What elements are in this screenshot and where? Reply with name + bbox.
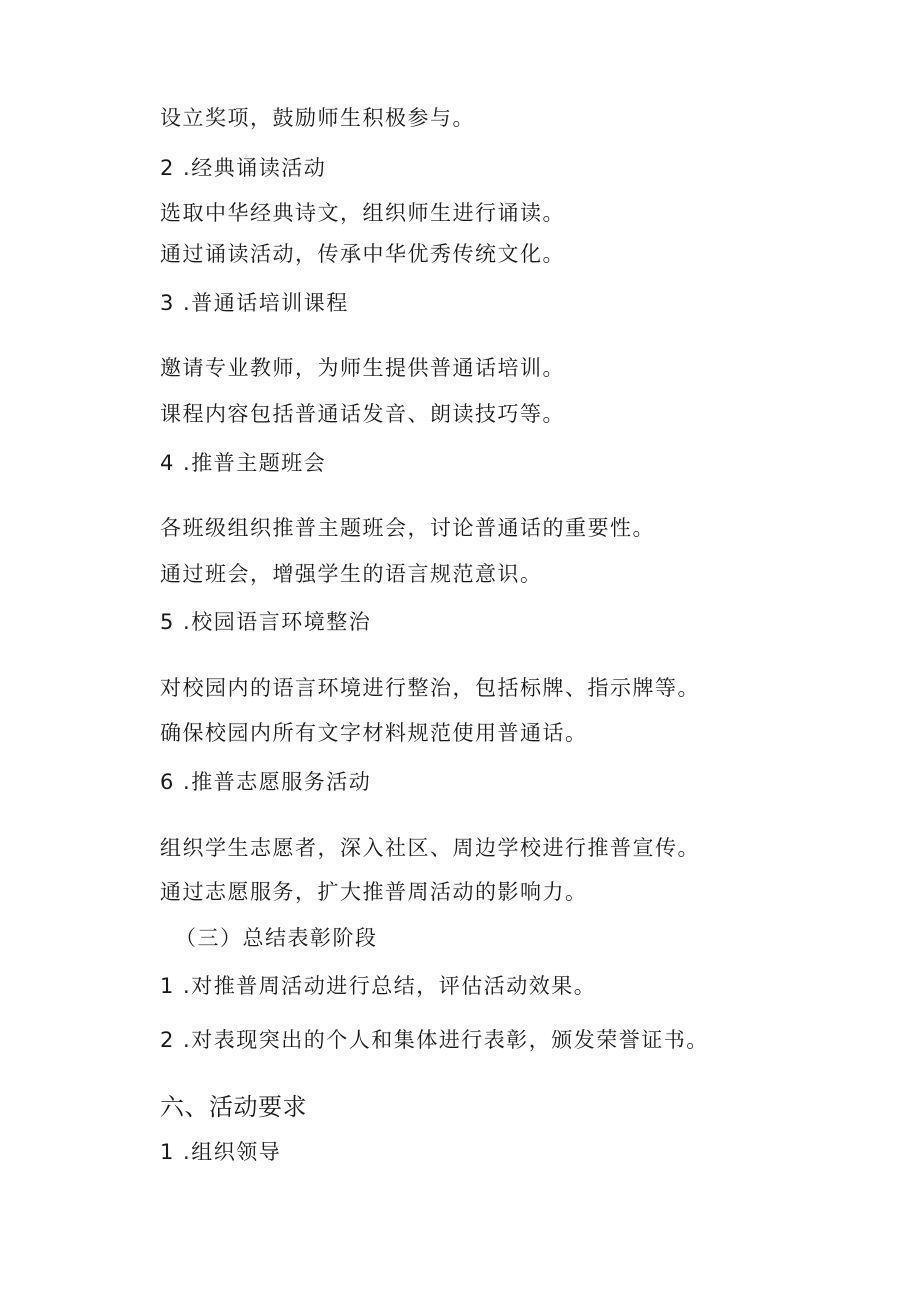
item-heading-volunteer-service: 6 .推普志愿服务活动 — [160, 770, 372, 794]
list-item-summary-2: 2 .对表现突出的个人和集体进行表彰，颁发荣誉证书。 — [160, 1028, 709, 1052]
chapter-heading-activity-requirements: 六、活动要求 — [160, 1093, 307, 1121]
item-heading-mandarin-training: 3 .普通话培训课程 — [160, 291, 349, 315]
item-heading-language-environment: 5 .校园语言环境整治 — [160, 610, 372, 634]
paragraph-classic-reading-2: 通过诵读活动，传承中华优秀传统文化。 — [160, 242, 565, 266]
list-item-summary-1: 1 .对推普周活动进行总结，评估活动效果。 — [160, 974, 597, 998]
paragraph-volunteer-service-2: 通过志愿服务，扩大推普周活动的影响力。 — [160, 880, 588, 904]
item-heading-classic-reading: 2 .经典诵读活动 — [160, 156, 327, 180]
paragraph-classic-reading-1: 选取中华经典诗文，组织师生进行诵读。 — [160, 201, 565, 225]
paragraph-language-environment-1: 对校园内的语言环境进行整治，包括标牌、指示牌等。 — [160, 676, 700, 700]
section-heading-summary-stage: （三）总结表彰阶段 — [175, 926, 378, 950]
paragraph-class-meeting-1: 各班级组织推普主题班会，讨论普通话的重要性。 — [160, 516, 655, 540]
paragraph-mandarin-training-1: 邀请专业教师，为师生提供普通话培训。 — [160, 356, 565, 380]
item-heading-organization-leadership: 1 .组织领导 — [160, 1140, 282, 1164]
paragraph-language-environment-2: 确保校园内所有文字材料规范使用普通话。 — [160, 721, 588, 745]
item-heading-class-meeting: 4 .推普主题班会 — [160, 451, 327, 475]
paragraph-volunteer-service-1: 组织学生志愿者，深入社区、周边学校进行推普宣传。 — [160, 836, 700, 860]
paragraph-mandarin-training-2: 课程内容包括普通话发音、朗读技巧等。 — [160, 402, 565, 426]
paragraph-award-encouragement: 设立奖项，鼓励师生积极参与。 — [160, 106, 475, 130]
paragraph-class-meeting-2: 通过班会，增强学生的语言规范意识。 — [160, 562, 543, 586]
